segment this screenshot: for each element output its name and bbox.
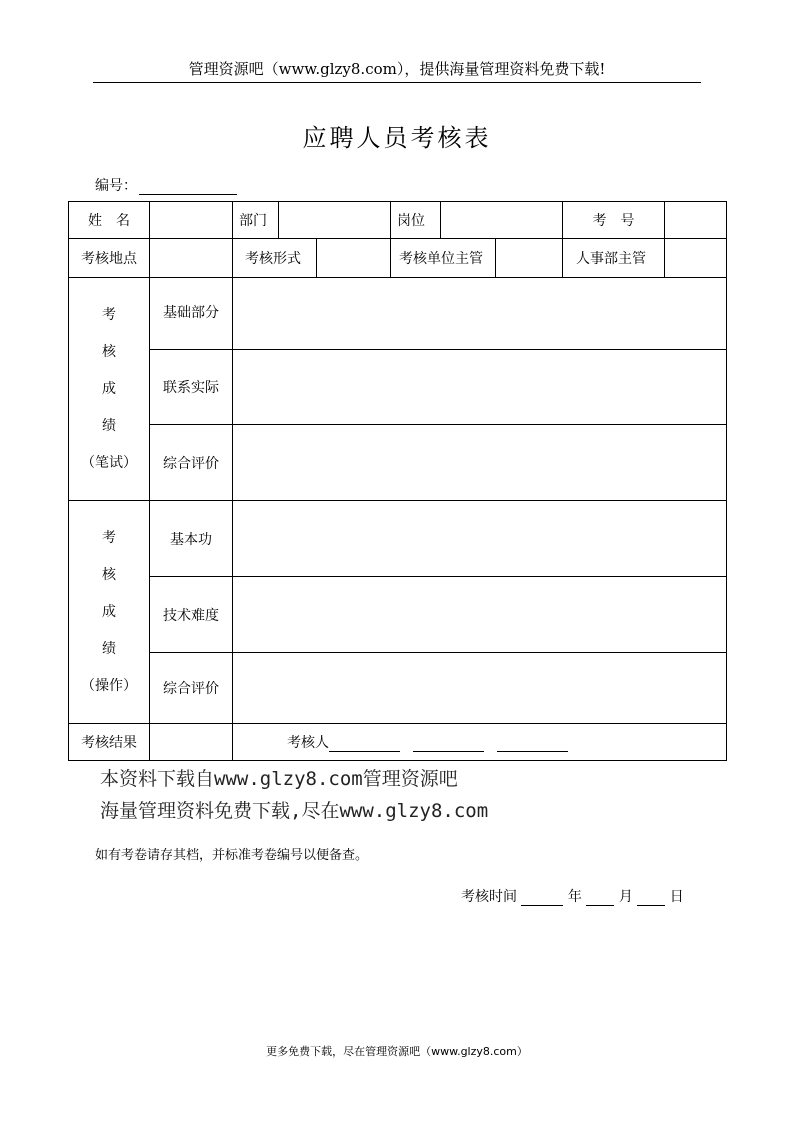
practical-difficulty-field[interactable] (233, 577, 727, 653)
archive-note: 如有考卷请存其档，并标准考卷编号以便备查。 (95, 848, 369, 863)
practical-label-char: 成 (102, 603, 116, 620)
written-label-char: 绩 (102, 417, 116, 434)
serial-number-label: 编号： (95, 178, 137, 194)
written-label-char: 核 (102, 343, 116, 360)
exam-number-label: 考 号 (563, 202, 665, 239)
header-divider (93, 82, 701, 83)
table-row (69, 724, 727, 761)
practical-basic-field[interactable] (233, 501, 727, 577)
exam-time-label: 考核时间 (461, 889, 517, 905)
post-field[interactable] (441, 202, 563, 239)
exam-number-field[interactable] (665, 202, 727, 239)
result-label: 考核结果 (69, 724, 150, 761)
written-label-char: 考 (102, 306, 116, 323)
table-row (69, 577, 727, 653)
practical-score-label (69, 501, 150, 724)
hr-head-label: 人事部主管 (563, 239, 665, 278)
written-item-label: 综合评价 (150, 425, 233, 501)
hr-head-field[interactable] (665, 239, 727, 278)
result-field[interactable] (150, 724, 233, 761)
practical-label-char: 考 (102, 529, 116, 546)
department-label: 部门 (233, 202, 279, 239)
written-label-char: 成 (102, 380, 116, 397)
table-row (69, 202, 727, 239)
written-practical-field[interactable] (233, 350, 727, 425)
examiner-label: 考核人 (287, 735, 329, 751)
serial-number (95, 175, 237, 195)
serial-number-field[interactable] (139, 180, 237, 195)
written-label-char: （笔试） (81, 454, 137, 471)
examiner-signature-row (233, 724, 727, 761)
written-item-label: 基础部分 (150, 278, 233, 350)
form-title: 应聘人员考核表 (302, 124, 492, 152)
practical-overall-field[interactable] (233, 653, 727, 724)
watermark-line: 本资料下载自www.glzy8.com管理资源吧 (100, 768, 458, 790)
department-field[interactable] (279, 202, 391, 239)
unit-head-field[interactable] (496, 239, 563, 278)
page-header-text: 管理资源吧（www.glzy8.com），提供海量管理资料免费下载! (188, 60, 606, 78)
examiner-signature-line[interactable] (497, 737, 568, 752)
table-row (69, 501, 727, 577)
exam-form-label: 考核形式 (233, 239, 317, 278)
watermark-line: 海量管理资料免费下载,尽在www.glzy8.com (100, 800, 489, 822)
table-row (69, 278, 727, 350)
table-row (69, 653, 727, 724)
year-field[interactable] (521, 891, 563, 906)
practical-item-label: 技术难度 (150, 577, 233, 653)
day-label: 日 (669, 889, 684, 905)
table-row (69, 425, 727, 501)
practical-label-char: 绩 (102, 640, 116, 657)
practical-label-char: 核 (102, 566, 116, 583)
month-label: 月 (618, 889, 633, 905)
examiner-signature-line[interactable] (413, 737, 484, 752)
practical-label-char: （操作） (81, 677, 137, 694)
page-footer: 更多免费下载，尽在管理资源吧（www.glzy8.com） (266, 1045, 528, 1058)
written-score-label (69, 278, 150, 501)
location-field[interactable] (150, 239, 233, 278)
day-field[interactable] (637, 891, 665, 906)
unit-head-label: 考核单位主管 (391, 239, 496, 278)
year-label: 年 (567, 889, 582, 905)
name-label: 姓 名 (69, 202, 150, 239)
practical-item-label: 综合评价 (150, 653, 233, 724)
table-row (69, 239, 727, 278)
written-overall-field[interactable] (233, 425, 727, 501)
practical-item-label: 基本功 (150, 501, 233, 577)
assessment-table-grid (68, 201, 727, 761)
location-label: 考核地点 (69, 239, 150, 278)
post-label: 岗位 (391, 202, 441, 239)
name-field[interactable] (150, 202, 233, 239)
exam-time (461, 886, 684, 906)
written-basic-field[interactable] (233, 278, 727, 350)
examiner-signature-line[interactable] (329, 737, 400, 752)
exam-form-field[interactable] (317, 239, 391, 278)
table-row (69, 350, 727, 425)
written-item-label: 联系实际 (150, 350, 233, 425)
month-field[interactable] (586, 891, 614, 906)
